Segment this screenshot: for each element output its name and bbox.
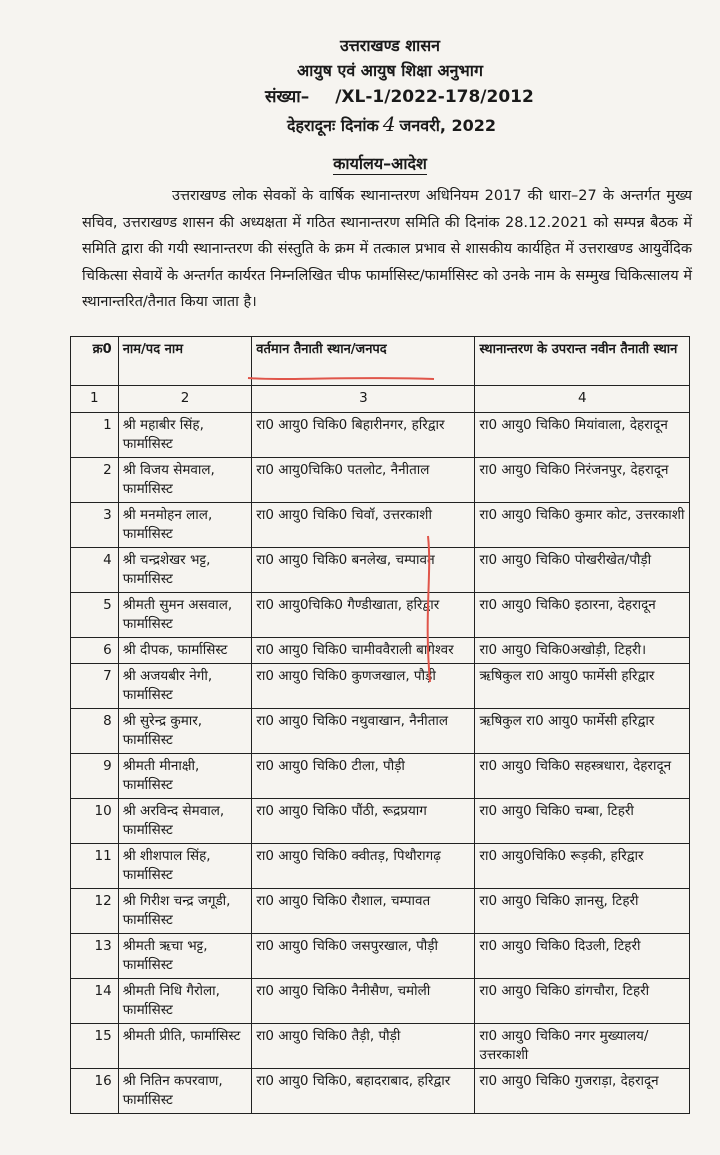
cell-name: श्री नितिन कपरवाण, फार्मासिस्ट: [118, 1069, 252, 1114]
cell-current-posting: रा0 आयु0 चिकि0, बहादराबाद, हरिद्वार: [252, 1069, 475, 1114]
table-row: [71, 413, 690, 458]
cell-serial: 15: [71, 1024, 119, 1069]
cell-name: श्री महाबीर सिंह, फार्मासिस्ट: [118, 413, 252, 458]
cell-new-posting: रा0 आयु0चिकि0 रूड़की, हरिद्वार: [475, 844, 690, 889]
index-cell: 3: [252, 386, 475, 413]
cell-serial: 5: [71, 593, 119, 638]
cell-new-posting: रा0 आयु0 चिकि0अखोड़ी, टिहरी।: [475, 638, 690, 664]
table-row: [71, 503, 690, 548]
header-new-posting: स्थानान्तरण के उपरान्त नवीन तैनाती स्थान: [475, 337, 690, 386]
cell-current-posting: रा0 आयु0 चिकि0 क्वीतड़, पिथौरागढ़: [252, 844, 475, 889]
cell-new-posting: रा0 आयु0 चिकि0 निरंजनपुर, देहरादून: [475, 458, 690, 503]
cell-serial: 6: [71, 638, 119, 664]
cell-new-posting: ऋषिकुल रा0 आयु0 फार्मेसी हरिद्वार: [475, 664, 690, 709]
table-row: [71, 709, 690, 754]
date-prefix: देहरादूनः दिनांक: [287, 116, 379, 135]
cell-serial: 4: [71, 548, 119, 593]
date-day-handwritten: 4: [382, 112, 396, 136]
cell-serial: 2: [71, 458, 119, 503]
cell-serial: 7: [71, 664, 119, 709]
cell-name: श्री सुरेन्द्र कुमार, फार्मासिस्ट: [118, 709, 252, 754]
cell-name: श्रीमती निधि गैरोला, फार्मासिस्ट: [118, 979, 252, 1024]
cell-serial: 9: [71, 754, 119, 799]
header-name: नाम/पद नाम: [118, 337, 252, 386]
transfer-table: [70, 336, 690, 1114]
table-row: [71, 1069, 690, 1114]
cell-current-posting: रा0 आयु0चिकि0 गैण्डीखाता, हरिद्वार: [252, 593, 475, 638]
table-row: [71, 458, 690, 503]
document-title: कार्यालय–आदेश: [333, 154, 427, 173]
cell-serial: 12: [71, 889, 119, 934]
cell-serial: 3: [71, 503, 119, 548]
cell-new-posting: रा0 आयु0 चिकि0 गुजराड़ा, देहरादून: [475, 1069, 690, 1114]
cell-serial: 8: [71, 709, 119, 754]
table-row: [71, 754, 690, 799]
table-row: [71, 934, 690, 979]
cell-current-posting: रा0 आयु0 चिकि0 नैनीसैण, चमोली: [252, 979, 475, 1024]
cell-new-posting: रा0 आयु0 चिकि0 डांगचौरा, टिहरी: [475, 979, 690, 1024]
cell-current-posting: रा0 आयु0 चिकि0 तैड़ी, पौड़ी: [252, 1024, 475, 1069]
cell-serial: 13: [71, 934, 119, 979]
cell-new-posting: रा0 आयु0 चिकि0 मियांवाला, देहरादून: [475, 413, 690, 458]
cell-name: श्री मनमोहन लाल, फार्मासिस्ट: [118, 503, 252, 548]
cell-name: श्रीमती सुमन असवाल, फार्मासिस्ट: [118, 593, 252, 638]
cell-new-posting: रा0 आयु0 चिकि0 चम्बा, टिहरी: [475, 799, 690, 844]
index-cell: 2: [118, 386, 252, 413]
header-serial: क्र0: [71, 337, 119, 386]
index-cell: 4: [475, 386, 690, 413]
date-suffix: जनवरी, 2022: [399, 116, 497, 135]
cell-current-posting: रा0 आयु0 चिकि0 नथुवाखान, नैनीताल: [252, 709, 475, 754]
table-row: [71, 979, 690, 1024]
header-department: आयुष एवं आयुष शिक्षा अनुभाग: [297, 61, 483, 80]
order-number-label: संख्या–: [265, 87, 310, 107]
cell-serial: 11: [71, 844, 119, 889]
order-number-value: /XL-1/2022-178/2012: [335, 87, 534, 107]
cell-current-posting: रा0 आयु0 चिकि0 टीला, पौड़ी: [252, 754, 475, 799]
cell-name: श्रीमती प्रीति, फार्मासिस्ट: [118, 1024, 252, 1069]
cell-new-posting: ऋषिकुल रा0 आयु0 फार्मेसी हरिद्वार: [475, 709, 690, 754]
header-current-posting: वर्तमान तैनाती स्थान/जनपद: [252, 337, 475, 386]
cell-serial: 14: [71, 979, 119, 1024]
cell-current-posting: रा0 आयु0 चिकि0 चिवॉ, उत्तरकाशी: [252, 503, 475, 548]
cell-current-posting: रा0 आयु0 चिकि0 रौशाल, चम्पावत: [252, 889, 475, 934]
red-vertical-mark: [418, 534, 440, 684]
cell-serial: 10: [71, 799, 119, 844]
cell-new-posting: रा0 आयु0 चिकि0 नगर मुख्यालय/उत्तरकाशी: [475, 1024, 690, 1069]
table-row: [71, 799, 690, 844]
cell-name: श्री अजयबीर नेगी, फार्मासिस्ट: [118, 664, 252, 709]
cell-new-posting: रा0 आयु0 चिकि0 पोखरीखेत/पौड़ी: [475, 548, 690, 593]
cell-new-posting: रा0 आयु0 चिकि0 ज्ञानसु, टिहरी: [475, 889, 690, 934]
table-row: [71, 1024, 690, 1069]
table-row: [71, 638, 690, 664]
cell-name: श्री गिरीश चन्द्र जगूडी, फार्मासिस्ट: [118, 889, 252, 934]
cell-new-posting: रा0 आयु0 चिकि0 कुमार कोट, उत्तरकाशी: [475, 503, 690, 548]
cell-current-posting: रा0 आयु0 चिकि0 चामीववैराली बागेश्वर: [252, 638, 475, 664]
red-underline-mark: [246, 374, 436, 382]
cell-current-posting: रा0 आयु0 चिकि0 बनलेख, चम्पावत: [252, 548, 475, 593]
order-number: [265, 84, 534, 107]
cell-name: श्रीमती ऋचा भट्ट, फार्मासिस्ट: [118, 934, 252, 979]
table-body: [71, 413, 690, 1114]
table-row: [71, 844, 690, 889]
cell-name: श्री विजय सेमवाल, फार्मासिस्ट: [118, 458, 252, 503]
table-index-row: [71, 386, 690, 413]
cell-name: श्री शीशपाल सिंह, फार्मासिस्ट: [118, 844, 252, 889]
cell-current-posting: रा0 आयु0 चिकि0 जसपुरखाल, पौड़ी: [252, 934, 475, 979]
cell-name: श्रीमती मीनाक्षी, फार्मासिस्ट: [118, 754, 252, 799]
cell-serial: 1: [71, 413, 119, 458]
cell-new-posting: रा0 आयु0 चिकि0 दिउली, टिहरी: [475, 934, 690, 979]
cell-current-posting: रा0 आयु0 चिकि0 बिहारीनगर, हरिद्वार: [252, 413, 475, 458]
order-body-text: उत्तराखण्ड लोक सेवकों के वार्षिक स्थानान्तरण अधिनियम 2017 की धारा–27 के अन्तर्गत मुख्य सचिव, उत्तराखण्ड शासन की अध्यक्षता में गठित स्थानान्तरण समिति की दिनांक 28.12.2021 को सम्पन्न बैठक में समिति द्वारा की गयी स्थानान्तरण की संस्तुति के क्रम में तत्काल प्रभाव से शासकीय कार्यहित में उत्तराखण्ड आयुर्वेदिक चिकित्सा सेवायें के अन्तर्गत कार्यरत निम्नलिखित चीफ फार्मासिस्ट/फार्मासिस्ट को उनके नाम के सम्मुख चिकित्सालय में स्थानान्तरित/तैनात किया जाता है।: [82, 188, 692, 310]
cell-new-posting: रा0 आयु0 चिकि0 सहस्त्रधारा, देहरादून: [475, 754, 690, 799]
cell-name: श्री अरविन्द सेमवाल, फार्मासिस्ट: [118, 799, 252, 844]
table-row: [71, 889, 690, 934]
index-cell: 1: [71, 386, 119, 413]
table-row: [71, 548, 690, 593]
order-date: [287, 112, 496, 136]
table-row: [71, 664, 690, 709]
cell-current-posting: रा0 आयु0 चिकि0 कुणजखाल, पौड़ी: [252, 664, 475, 709]
cell-new-posting: रा0 आयु0 चिकि0 इठारना, देहरादून: [475, 593, 690, 638]
cell-current-posting: रा0 आयु0 चिकि0 पौंठी, रूद्रप्रयाग: [252, 799, 475, 844]
header-government: उत्तराखण्ड शासन: [339, 36, 441, 55]
cell-name: श्री दीपक, फार्मासिस्ट: [118, 638, 252, 664]
cell-serial: 16: [71, 1069, 119, 1114]
cell-current-posting: रा0 आयु0चिकि0 पतलोट, नैनीताल: [252, 458, 475, 503]
cell-name: श्री चन्द्रशेखर भट्ट, फार्मासिस्ट: [118, 548, 252, 593]
table-row: [71, 593, 690, 638]
